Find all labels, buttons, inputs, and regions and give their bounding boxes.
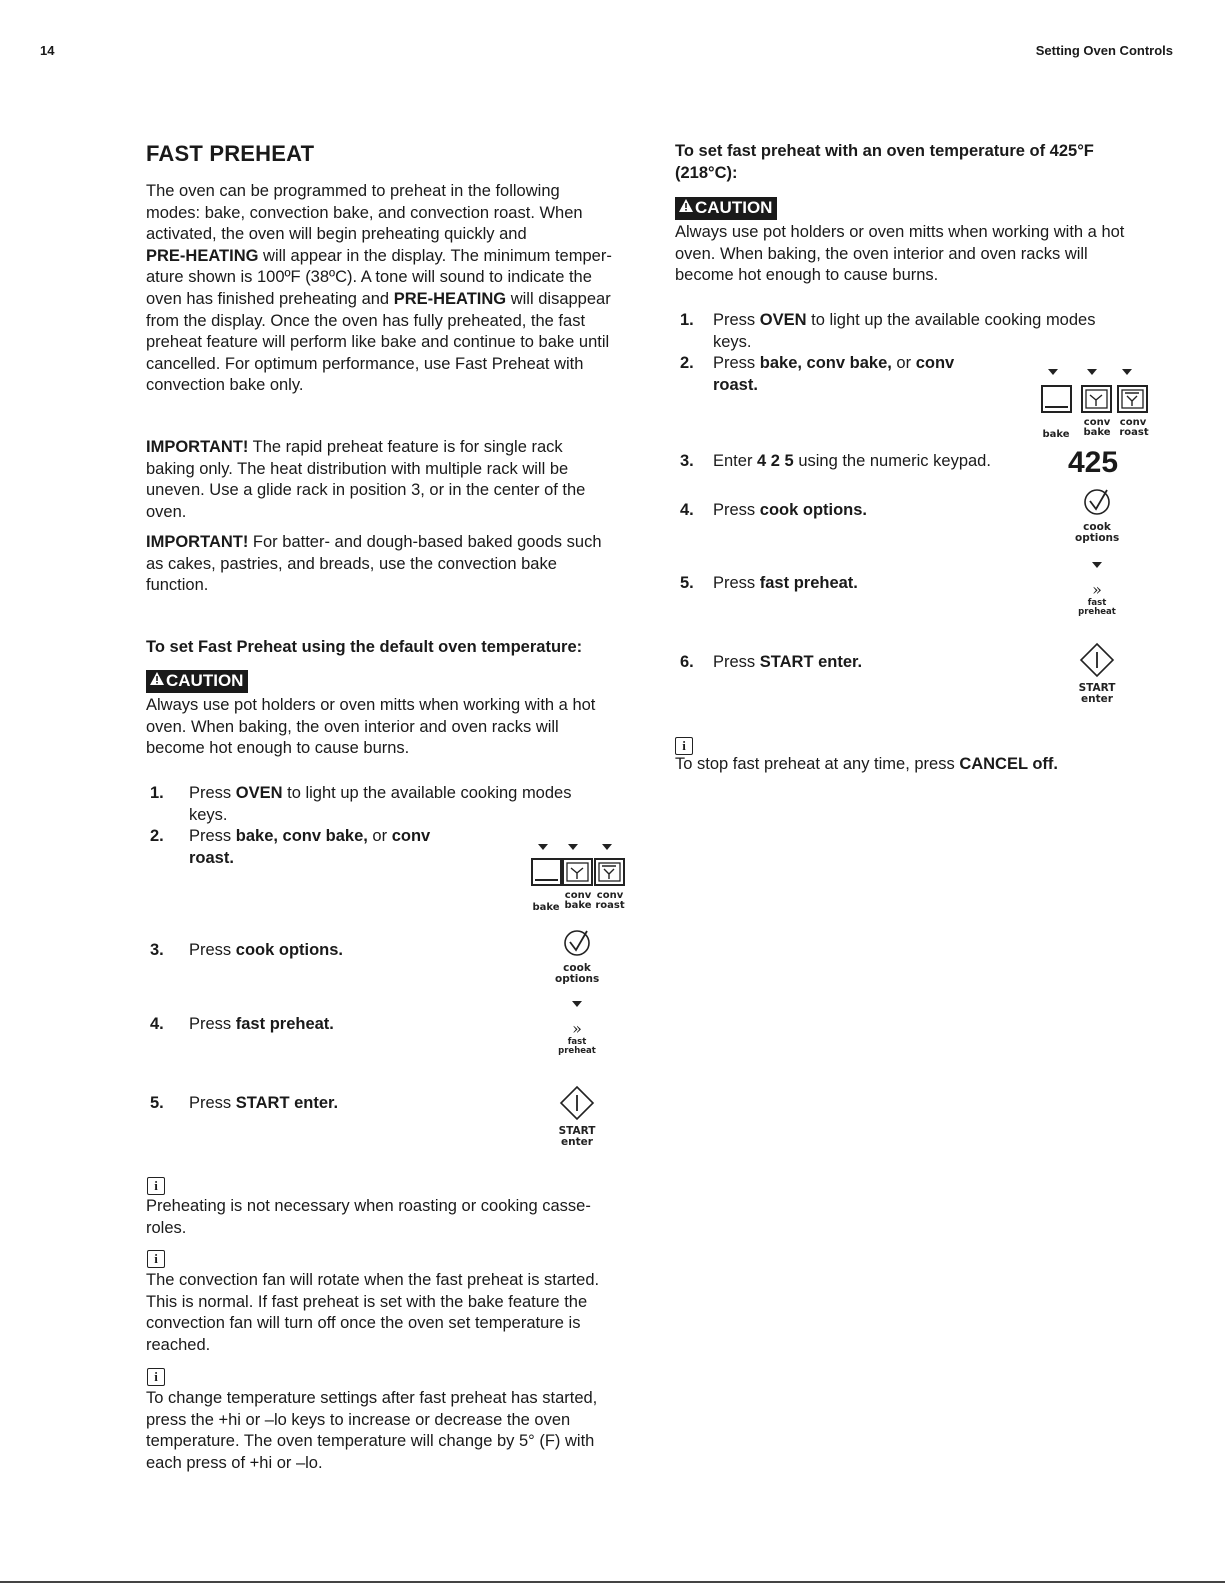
step-2: 2. Press bake, conv bake, or conv roast.	[680, 354, 955, 394]
start-diamond-icon	[559, 1085, 595, 1121]
enter-label: enter	[1081, 693, 1113, 705]
roast-label: roast	[595, 900, 625, 911]
page-bottom-rule	[0, 1581, 1225, 1583]
step-3: 3. Press cook options.	[150, 941, 344, 959]
step-4: 4. Press fast preheat.	[150, 1015, 334, 1033]
note-cancel: To stop fast preheat at any time, press CANCEL off.	[675, 755, 1058, 773]
section-header: Setting Oven Controls	[1035, 43, 1173, 58]
warning-icon	[678, 198, 695, 218]
bake-label: bake	[1042, 429, 1070, 440]
mode-keys-illustration	[530, 838, 634, 928]
intro-line: from the display. Once the oven has fully preheated, the fast	[146, 311, 586, 330]
fast-forward-icon: »	[1092, 580, 1102, 599]
arrow-down-icon	[1075, 559, 1119, 571]
start-enter-key	[1075, 642, 1119, 705]
fast-preheat-key	[555, 997, 599, 1056]
checkmark-circle-icon	[562, 928, 592, 958]
bake-label: bake	[1083, 427, 1111, 438]
note-preheating: Preheating is not necessary when roasting or cooking casse- roles.	[146, 1197, 591, 1237]
conv-label: conv	[564, 890, 592, 901]
intro-paragraph	[146, 181, 656, 397]
intro-line: cancelled. For optimum performance, use Fast Preheat with	[146, 354, 584, 373]
checkmark-circle-icon	[1082, 487, 1112, 517]
fast-forward-icon: »	[572, 1019, 582, 1038]
fast-label: fast	[567, 1037, 587, 1047]
start-enter-key	[555, 1085, 599, 1148]
mode-keys-illustration	[1040, 365, 1149, 455]
bake-label: bake	[564, 900, 592, 911]
cook-label: cook	[563, 962, 591, 974]
start-label: START	[1078, 682, 1116, 694]
conv-label: conv	[1119, 417, 1147, 428]
note-change-temperature: To change temperature settings after fast preheat has started, press the +hi or –lo keys to increase or decrease the oven temperature. The oven temperature will change by 5° (F) with each press of +hi or –lo.	[146, 1389, 598, 1472]
step-4: 4. Press cook options.	[680, 501, 868, 519]
important-batter-note: IMPORTANT! For batter- and dough-based baked goods such as cakes, pastries, and breads, use the convection bake function.	[146, 533, 602, 595]
intro-line: activated, the oven will begin preheating quickly and	[146, 225, 527, 244]
step-6: 6. Press START enter.	[680, 653, 863, 671]
info-icon: i	[147, 1250, 165, 1268]
options-label: options	[555, 973, 600, 985]
right-subheading: To set fast preheat with an oven temperature of 425°F (218°C):	[675, 142, 1094, 182]
info-icon: i	[675, 737, 693, 755]
enter-label: enter	[561, 1136, 593, 1148]
info-icon: i	[147, 1368, 165, 1386]
mode-keys-icon	[1040, 365, 1152, 417]
conv-label: conv	[596, 890, 624, 901]
bake-label: bake	[532, 902, 560, 913]
left-subheading: To set Fast Preheat using the default oven temperature:	[146, 638, 583, 656]
step-5: 5. Press fast preheat.	[680, 574, 858, 592]
step-5: 5. Press START enter.	[150, 1094, 339, 1112]
step-1: 1. Press OVEN to light up the available cooking modes keys.	[150, 784, 572, 824]
conv-label: conv	[1083, 417, 1111, 428]
fast-preheat-key	[1075, 558, 1119, 617]
page-number: 14	[40, 43, 55, 58]
important-rack-note: IMPORTANT! The rapid preheat feature is for single rack baking only. The heat distribution with multiple rack will be uneven. Use a glide rack in position 3, or in the center of the oven.	[146, 438, 586, 521]
caution-banner: CAUTION	[146, 670, 248, 693]
step-1: 1. Press OVEN to light up the available cooking modes keys.	[680, 311, 1096, 351]
intro-line: convection bake only.	[146, 376, 304, 395]
important-label: IMPORTANT!	[146, 438, 249, 456]
options-label: options	[1075, 532, 1120, 544]
intro-line: oven has finished preheating and PRE-HEATING will disappear	[146, 289, 611, 308]
caution-text: Always use pot holders or oven mitts when working with a hot oven. When baking, the oven interior and oven racks will become hot enough to cause burns.	[146, 696, 596, 758]
intro-line: modes: bake, convection bake, and convection roast. When	[146, 203, 583, 222]
start-diamond-icon	[1079, 642, 1115, 678]
warning-icon	[149, 671, 166, 691]
start-label: START	[558, 1125, 596, 1137]
intro-line: PRE-HEATING will appear in the display. The minimum temper-	[146, 246, 612, 265]
step-2: 2. Press bake, conv bake, or conv roast.	[150, 827, 431, 867]
arrow-down-icon	[555, 998, 599, 1010]
important-label: IMPORTANT!	[146, 533, 249, 551]
roast-label: roast	[1119, 427, 1149, 438]
intro-line: preheat feature will perform like bake and continue to bake until	[146, 333, 610, 352]
page-title: FAST PREHEAT	[146, 141, 315, 166]
intro-line: The oven can be programmed to preheat in the following	[146, 182, 560, 200]
step-3: 3. Enter 4 2 5 using the numeric keypad.	[680, 452, 991, 470]
note-convection-fan: The convection fan will rotate when the fast preheat is started. This is normal. If fast preheat is set with the bake feature the convection fan will turn off once the oven set temperature is reached.	[146, 1271, 600, 1354]
info-icon: i	[147, 1177, 165, 1195]
preheat-label: preheat	[558, 1046, 596, 1056]
display-temperature: 425	[1068, 446, 1119, 479]
caution-text: Always use pot holders or oven mitts when working with a hot oven. When baking, the oven interior and oven racks will become hot enough to cause burns.	[675, 223, 1125, 285]
cook-options-key	[555, 928, 599, 985]
mode-keys-icon	[530, 838, 634, 890]
fast-label: fast	[1087, 598, 1107, 608]
preheat-label: preheat	[1078, 607, 1116, 617]
cook-options-key	[1075, 487, 1119, 544]
cook-label: cook	[1083, 521, 1111, 533]
caution-banner: CAUTION	[675, 197, 777, 220]
intro-line: ature shown is 100ºF (38ºC). A tone will sound to indicate the	[146, 268, 592, 287]
